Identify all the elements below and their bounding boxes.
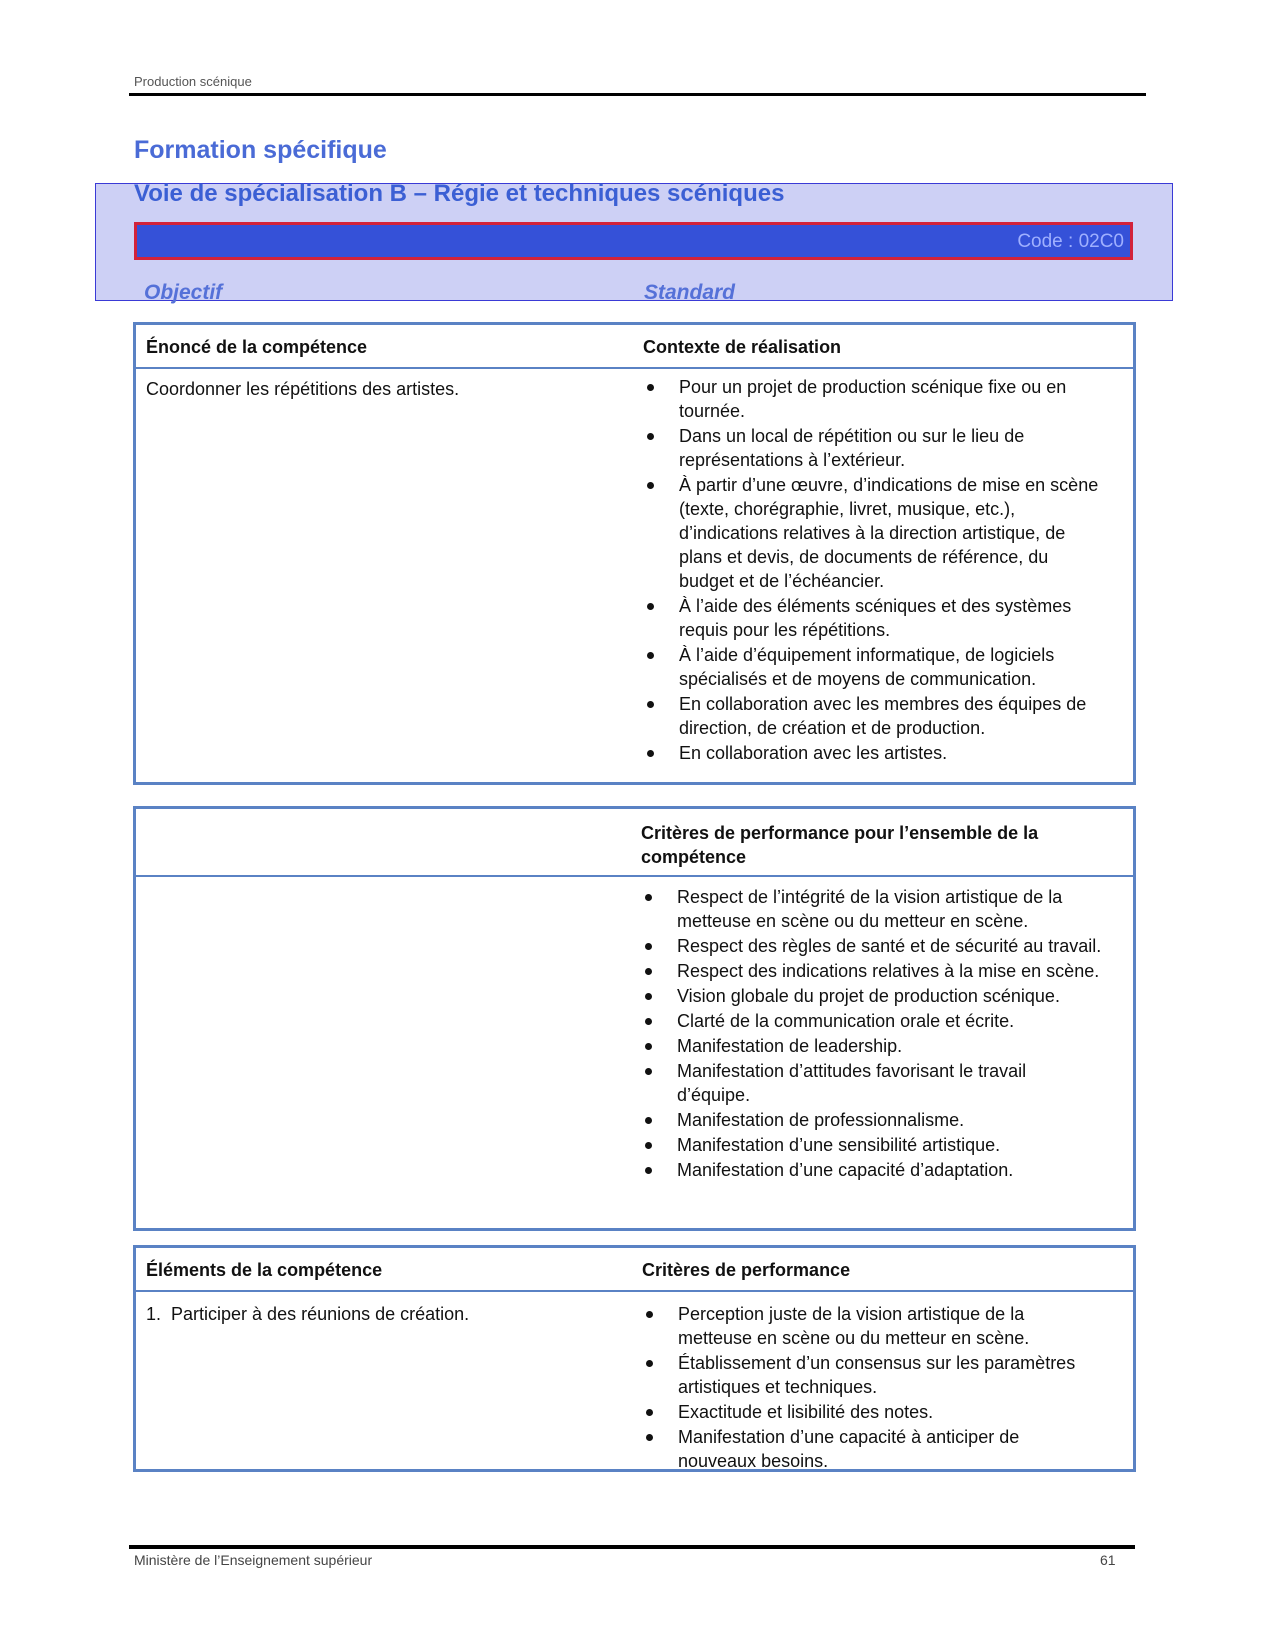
elements-box	[133, 1245, 1136, 1472]
bullet-icon	[645, 968, 652, 975]
list-item: En collaboration avec les artistes.	[643, 741, 1103, 765]
criteria-list	[642, 1302, 1092, 1474]
bullet-icon	[647, 384, 654, 391]
overall-criteria-label: Critères de performance pour l’ensemble de la compétence	[641, 823, 1039, 867]
bullet-icon	[645, 1043, 652, 1050]
list-item: À l’aide d’équipement informatique, de logiciels spécialisés et de moyens de communication.	[643, 643, 1103, 691]
bullet-icon	[645, 1018, 652, 1025]
list-item: Manifestation d’une sensibilité artistique.	[641, 1133, 1103, 1157]
list-item: Respect de l’intégrité de la vision artistique de la metteuse en scène ou du metteur en scène.	[641, 885, 1103, 933]
competency-statement: Coordonner les répétitions des artistes.	[146, 379, 460, 399]
bullet-icon	[645, 993, 652, 1000]
bullet-icon	[647, 482, 654, 489]
bullet-icon	[645, 1167, 652, 1174]
list-item: Manifestation d’une capacité d’adaptation.	[641, 1158, 1103, 1182]
bullet-icon	[646, 1311, 653, 1318]
bullet-icon	[645, 943, 652, 950]
bullet-icon	[645, 1117, 652, 1124]
footer-ministry: Ministère de l’Enseignement supérieur	[134, 1552, 373, 1568]
bullet-icon	[647, 652, 654, 659]
list-item: Établissement d’un consensus sur les paramètres artistiques et techniques.	[642, 1351, 1092, 1399]
elements-label: Éléments de la compétence	[146, 1260, 383, 1280]
list-item: À l’aide des éléments scéniques et des systèmes requis pour les répétitions.	[643, 594, 1103, 642]
performance-criteria-box	[133, 806, 1136, 1231]
competency-element: 1. Participer à des réunions de création.	[146, 1304, 470, 1324]
column-heading-standard: Standard	[644, 281, 736, 304]
statement-label: Énoncé de la compétence	[146, 337, 368, 357]
bullet-icon	[647, 750, 654, 757]
specialization-title: Voie de spécialisation B – Régie et techniques scéniques	[134, 180, 785, 207]
bullet-icon	[645, 1068, 652, 1075]
list-item: Perception juste de la vision artistique de la metteuse en scène ou du metteur en scène.	[642, 1302, 1092, 1350]
competency-code: Code : 02C0	[1017, 231, 1124, 252]
bullet-icon	[646, 1360, 653, 1367]
bullet-icon	[646, 1409, 653, 1416]
column-heading-objectif: Objectif	[144, 281, 223, 304]
list-item: Respect des indications relatives à la mise en scène.	[641, 959, 1103, 983]
header-rule	[129, 93, 1146, 96]
section-title: Formation spécifique	[134, 136, 387, 164]
running-header: Production scénique	[134, 74, 252, 89]
list-item: À partir d’une œuvre, d’indications de mise en scène (texte, chorégraphie, livret, musique, etc.), d’indications relatives à la direction artistique, de plans et devis, de documents de référence, du budget et de l’échéancier.	[643, 473, 1103, 593]
context-label: Contexte de réalisation	[643, 337, 842, 357]
criteria-label: Critères de performance	[642, 1260, 851, 1280]
bullet-icon	[647, 603, 654, 610]
list-item: Exactitude et lisibilité des notes.	[642, 1400, 1092, 1424]
competency-box	[133, 322, 1136, 785]
bullet-icon	[646, 1434, 653, 1441]
context-list	[643, 375, 1103, 766]
bullet-icon	[647, 433, 654, 440]
list-item: Clarté de la communication orale et écrite.	[641, 1009, 1103, 1033]
page-number: 61	[1100, 1552, 1116, 1568]
list-item: Manifestation de professionnalisme.	[641, 1108, 1103, 1132]
bullet-icon	[645, 1142, 652, 1149]
bullet-icon	[645, 894, 652, 901]
list-item: Manifestation de leadership.	[641, 1034, 1103, 1058]
list-item: En collaboration avec les membres des équipes de direction, de création et de production.	[643, 692, 1103, 740]
code-bar	[134, 222, 1133, 260]
footer-rule	[129, 1545, 1135, 1549]
list-item: Manifestation d’une capacité à anticiper de nouveaux besoins.	[642, 1425, 1092, 1473]
overall-criteria-list	[641, 885, 1103, 1183]
bullet-icon	[647, 701, 654, 708]
list-item: Pour un projet de production scénique fixe ou en tournée.	[643, 375, 1103, 423]
list-item: Vision globale du projet de production scénique.	[641, 984, 1103, 1008]
list-item: Respect des règles de santé et de sécurité au travail.	[641, 934, 1103, 958]
list-item: Dans un local de répétition ou sur le lieu de représentations à l’extérieur.	[643, 424, 1103, 472]
list-item: Manifestation d’attitudes favorisant le travail d’équipe.	[641, 1059, 1103, 1107]
